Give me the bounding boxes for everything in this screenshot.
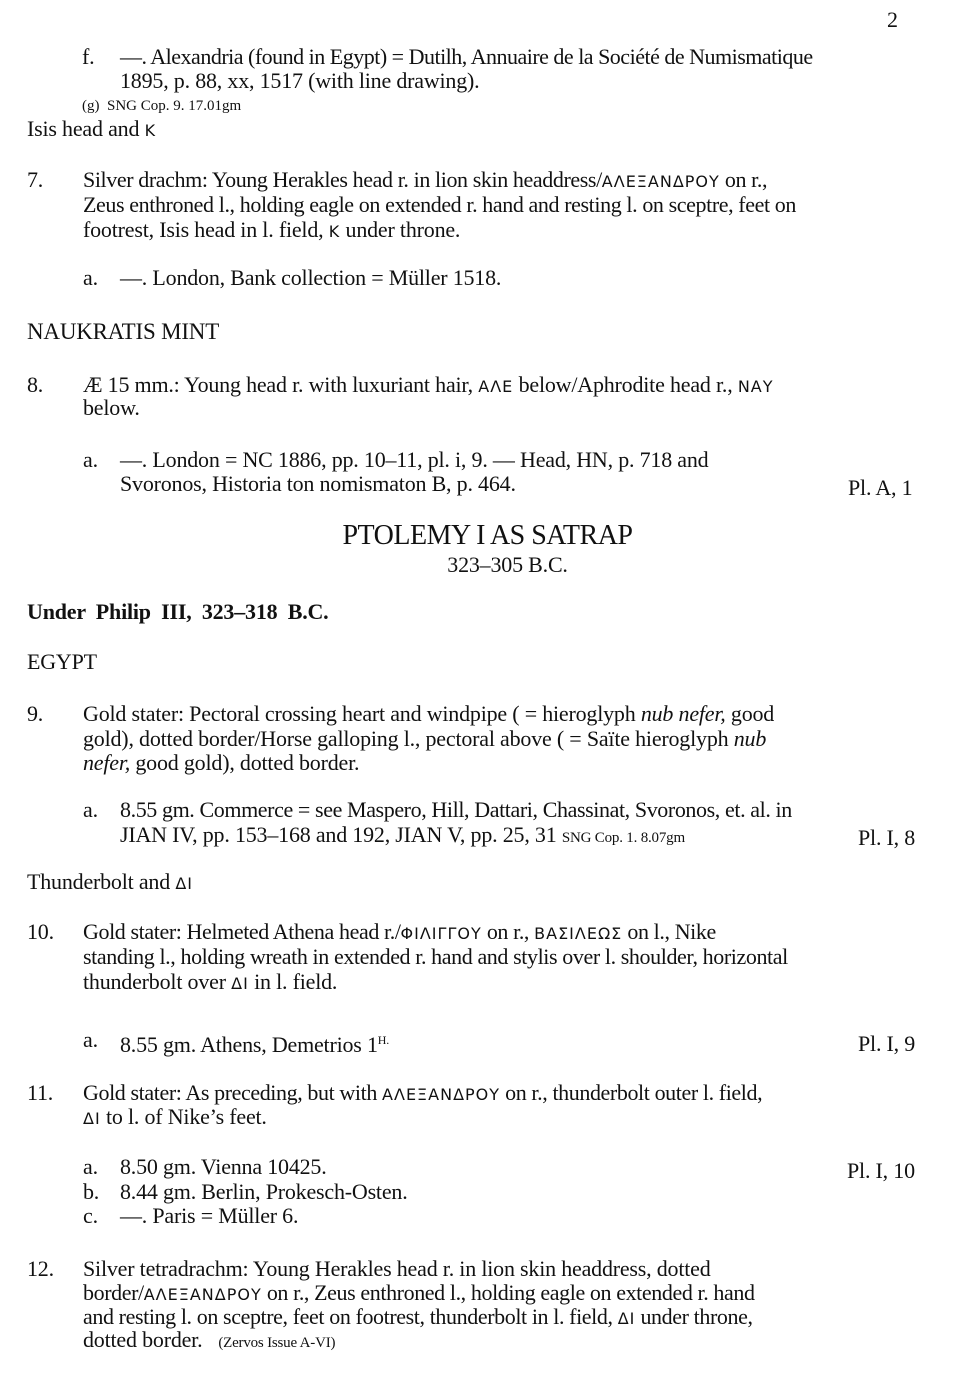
text: and resting l. on sceptre, feet on footrest, thunderbolt in l. field, — [83, 1304, 618, 1329]
greek-legend: ΑΛΕ — [478, 377, 514, 396]
entry-text: 8.44 gm. Berlin, Prokesch-Osten. — [120, 1179, 408, 1204]
item-number: 12. — [27, 1256, 54, 1281]
entry-label: a. — [83, 265, 98, 290]
item-description-line — [83, 168, 767, 194]
item-description-line: Silver tetradrachm: Young Herakles head r. in lion skin headdress, dotted — [83, 1256, 711, 1281]
section-dates: 323–305 B.C. — [447, 552, 568, 577]
subheading-isis — [27, 117, 156, 143]
text: gold), dotted border/Horse galloping l., pectoral above ( = Saïte hieroglyph — [83, 726, 734, 751]
text: on r., thunderbolt outer l. field, — [500, 1080, 763, 1105]
item-number: 7. — [27, 167, 44, 192]
entry-label: (g) — [82, 98, 100, 114]
entry-text: Svoronos, Historia ton nomismaton B, p. 464. — [120, 471, 516, 496]
text: on l., Nike — [622, 919, 716, 944]
entry-label: a. — [83, 1027, 98, 1052]
text: under throne. — [340, 217, 461, 242]
item-description-line: below. — [83, 395, 140, 420]
item-description-line: Zeus enthroned l., holding eagle on extended r. hand and resting l. on sceptre, feet on — [83, 192, 796, 217]
item-number: 11. — [27, 1080, 54, 1105]
italic-term: nub nefer, — [640, 701, 726, 726]
greek-legend: ΑΛΕΞΑΝΔΡΟΥ — [601, 172, 720, 191]
text: Gold stater: Pectoral crossing heart and windpipe ( = hieroglyph — [83, 701, 641, 726]
italic-term: nefer, — [83, 750, 131, 775]
entry-text: 8.55 gm. Commerce = see Maspero, Hill, Dattari, Chassinat, Svoronos, et. al. in — [120, 797, 792, 822]
item-description-line — [83, 218, 460, 244]
entry-label: a. — [83, 1154, 98, 1179]
text: on r., — [481, 919, 535, 944]
text: Gold stater: Helmeted Athena head r./ — [83, 919, 401, 944]
entry-label: a. — [83, 447, 98, 472]
plate-reference: Pl. A, 1 — [848, 475, 913, 500]
entry-text: —. Alexandria (found in Egypt) = Dutilh, Annuaire de la Société de Numismatique — [120, 44, 813, 69]
text: in l. field. — [248, 969, 338, 994]
text: thunderbolt over — [83, 969, 232, 994]
superscript: H. — [377, 1033, 390, 1047]
text: footrest, Isis head in l. field, — [83, 217, 329, 242]
text: to l. of Nike’s feet. — [100, 1104, 267, 1129]
text: Æ 15 mm.: Young head r. with luxuriant hair, — [83, 372, 479, 397]
entry-text: 1895, p. 88, xx, 1517 (with line drawing). — [120, 68, 480, 93]
entry-text: 8.50 gm. Vienna 10425. — [120, 1154, 327, 1179]
entry-note: SNG Cop. 1. 8.07gm — [561, 830, 685, 846]
greek-legend: ΒΑΣΙΛΕΩΣ — [534, 924, 623, 943]
text: Gold stater: As preceding, but with — [83, 1080, 383, 1105]
text: good — [725, 701, 775, 726]
greek-legend: ΝΑΥ — [737, 377, 774, 396]
plate-reference: Pl. I, 8 — [858, 825, 916, 850]
page-number: 2 — [887, 7, 898, 32]
subheading-thunderbolt — [27, 870, 193, 896]
item-description-line — [83, 727, 766, 751]
section-heading-naukratis: NAUKRATIS MINT — [27, 319, 220, 344]
item-description-line — [83, 702, 774, 726]
item-description-line: standing l., holding wreath in extended r. hand and stylis over l. shoulder, horizontal — [83, 944, 788, 969]
greek-legend: ΑΛΕΞΑΝΔΡΟΥ — [143, 1285, 262, 1304]
greek-legend: ΑΛΕΞΑΝΔΡΟΥ — [382, 1085, 501, 1104]
monogram-delta-iota-symbol: ΔΙ — [231, 974, 249, 993]
entry-label: b. — [83, 1179, 100, 1204]
entry-label: c. — [83, 1203, 98, 1228]
item-description-line — [83, 1328, 335, 1352]
subheading-philip: Under Philip III, 323–318 B.C. — [27, 599, 329, 624]
entry-note: SNG Cop. 9. 17.01gm — [107, 98, 242, 114]
monogram-k-symbol: K — [144, 121, 157, 140]
text: border/ — [83, 1280, 144, 1305]
entry-label: a. — [83, 797, 98, 822]
entry-label: f. — [82, 44, 95, 69]
plate-reference: Pl. I, 9 — [858, 1031, 916, 1056]
section-title: PTOLEMY I AS SATRAP — [342, 520, 633, 551]
item-number: 10. — [27, 919, 54, 944]
subheading-text: Isis head and — [27, 116, 140, 141]
entry-note: (Zervos Issue A-VI) — [218, 1335, 336, 1351]
text: Silver drachm: Young Herakles head r. in lion skin headdress/ — [83, 167, 602, 192]
item-description-line — [83, 970, 337, 996]
monogram-delta-iota-symbol: ΔΙ — [617, 1309, 636, 1328]
text: on r., Zeus enthroned l., holding eagle on extended r. hand — [261, 1280, 755, 1305]
subheading-egypt: EGYPT — [27, 649, 97, 674]
monogram-delta-iota-symbol: ΔΙ — [83, 1109, 101, 1128]
text: good gold), dotted border. — [130, 750, 360, 775]
entry-text: 8.55 gm. Athens, Demetrios 1 — [120, 1032, 378, 1057]
monogram-delta-iota-symbol: ΔΙ — [175, 874, 194, 893]
italic-term: nub — [733, 726, 767, 751]
plate-reference: Pl. I, 10 — [847, 1158, 915, 1183]
text: dotted border. — [83, 1327, 203, 1352]
entry-text: JIAN IV, pp. 153–168 and 192, JIAN V, pp. 25, 31 — [120, 822, 557, 847]
item-description-line — [83, 373, 774, 399]
item-description-line — [83, 920, 716, 946]
monogram-k-symbol: K — [328, 222, 341, 241]
item-description-line — [83, 1105, 267, 1131]
entry-text: —. London, Bank collection = Müller 1518. — [120, 265, 502, 290]
entry-text: —. Paris = Müller 6. — [120, 1203, 299, 1228]
greek-legend: ΦΙΛΙΓΓΟΥ — [400, 924, 482, 943]
text: below/Aphrodite head r., — [513, 372, 738, 397]
text: under throne, — [635, 1304, 753, 1329]
subheading-text: Thunderbolt and — [27, 869, 171, 894]
item-number: 9. — [27, 701, 44, 726]
text: on r., — [719, 167, 768, 192]
item-description-line — [83, 751, 359, 775]
entry-text: —. London = NC 1886, pp. 10–11, pl. i, 9. — Head, HN, p. 718 and — [120, 447, 709, 472]
item-number: 8. — [27, 372, 44, 397]
